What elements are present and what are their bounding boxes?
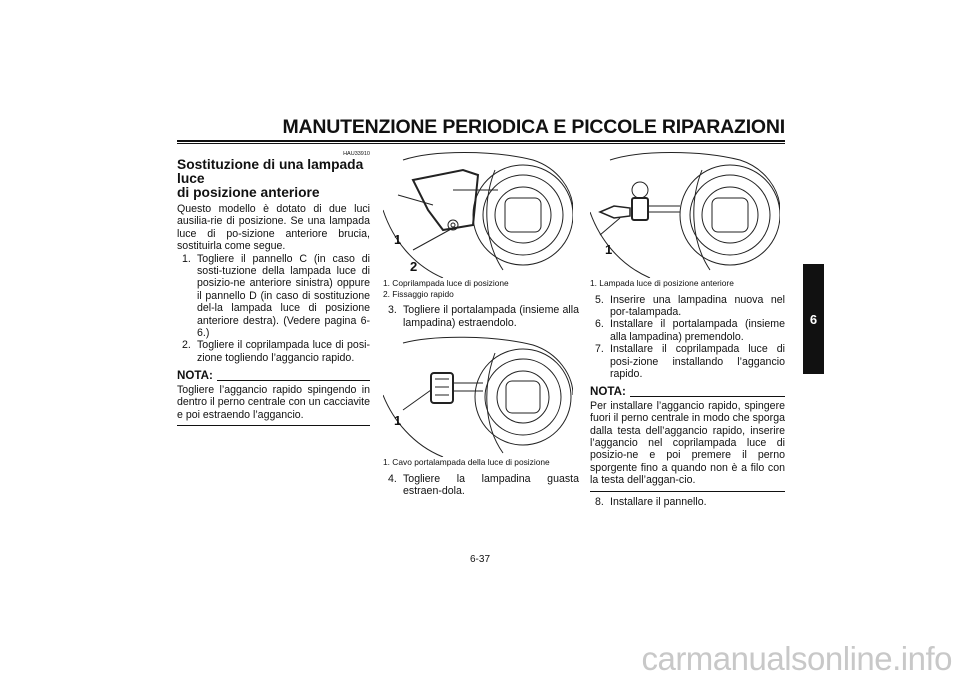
step-number: 3.: [388, 304, 397, 317]
column-1: [177, 150, 370, 426]
step-number: 5.: [595, 293, 604, 306]
step-text: Togliere il coprilampada luce di posi-zione togliendo l’aggancio rapido.: [197, 339, 370, 364]
figure1-callout-2: 2: [410, 259, 418, 274]
nota-label: NOTA:: [590, 385, 626, 399]
step-text: Togliere la lampadina guasta estraen-dola.: [403, 472, 579, 497]
nota-box: [590, 386, 785, 491]
section-title: [177, 158, 370, 200]
chapter-tab[interactable]: [803, 264, 824, 374]
step-number: 7.: [595, 343, 604, 356]
nota-header: [177, 370, 370, 382]
figure-lamp-cover: [383, 150, 573, 278]
nota-header: [590, 386, 785, 398]
nota-text: Per installare l’aggancio rapido, spingere fuori il perno centrale in modo che sporga dalla testa dell’aggancio rapido, inserire l’aggancio nel coprilampada luce di posizio-ne e poi premere il perno sporgente fino a quando non è a filo con la testa dell’aggan-cio.: [590, 399, 785, 487]
nota-text: Togliere l’aggancio rapido spingendo in dentro il perno centrale con un cacciavite e poi estraendo l’aggancio.: [177, 383, 370, 421]
nota-rule: [630, 395, 785, 397]
steps-list-3b: [590, 496, 785, 508]
step-item: [383, 304, 579, 329]
nota-rule: [217, 379, 370, 381]
step-number: 4.: [388, 472, 397, 485]
step-text: Installare il coprilampada luce di posi-zione installando l’aggancio rapido.: [610, 343, 785, 381]
step-text: Inserire una lampadina nuova nel por-talampada.: [610, 293, 785, 318]
step-text: Togliere il pannello C (in caso di sosti-tuzione della lampada luce di posizio-ne anteriore sinistra) oppure il pannello D (in caso di sostituzione del-la lampada luce di posizione anteriore destra). (Vedere pagina 6-6.): [197, 252, 370, 340]
step-number: 1.: [182, 252, 191, 265]
nota-end-rule: [177, 425, 370, 426]
step-item: [590, 318, 785, 343]
nota-box: [177, 370, 370, 426]
section-title-line1: Sostituzione di una lampada luce: [177, 157, 364, 186]
nota-end-rule: [590, 491, 785, 492]
lamp-socket-illustration: [383, 335, 573, 457]
watermark[interactable]: carmanualsonline.info: [641, 640, 952, 677]
step-item: [590, 294, 785, 319]
step-text: Installare il pannello.: [610, 495, 707, 508]
step-item: [177, 253, 370, 340]
step-number: 6.: [595, 318, 604, 331]
figure1-caption-2: 2. Fissaggio rapido: [383, 288, 454, 299]
page-number: 6-37: [469, 554, 490, 565]
nota-label: NOTA:: [177, 369, 213, 383]
figure-lamp-socket-cable: [383, 335, 573, 457]
figure1-callout-1: 1: [394, 232, 402, 247]
lamp-bulb-illustration: [590, 150, 780, 278]
step-item: [590, 343, 785, 380]
steps-list-1: [177, 253, 370, 365]
figure3-caption-1: 1. Lampada luce di posizione anteriore: [590, 278, 734, 288]
column-3: [590, 150, 785, 508]
figure2-caption-1: 1. Cavo portalampada della luce di posizione: [383, 457, 550, 467]
step-number: 2.: [182, 339, 191, 352]
header-rule-thin: [177, 143, 785, 144]
section-code: HAU33910: [343, 151, 370, 157]
step-text: Togliere il portalampada (insieme alla lampadina) estraendolo.: [403, 304, 579, 329]
step-item: [177, 339, 370, 364]
figure3-callout-1: 1: [605, 242, 613, 257]
figure-lamp-bulb: [590, 150, 780, 278]
steps-list-2b: [383, 473, 579, 498]
figure1-caption-1: 1. Coprilampada luce di posizione: [383, 278, 509, 288]
chapter-tab-label: 6: [809, 312, 818, 327]
intro-paragraph: Questo modello è dotato di due luci ausilia-rie di posizione. Se una lampada luce di po-sizione anteriore brucia, sostituirla come segue.: [177, 203, 370, 253]
figure2-callout-1: 1: [394, 413, 402, 428]
step-number: 8.: [595, 495, 604, 508]
header-rule: [177, 140, 785, 142]
column-2: [383, 150, 579, 497]
step-item: [383, 473, 579, 498]
steps-list-2a: [383, 304, 579, 329]
step-item: [590, 496, 785, 508]
step-text: Installare il portalampada (insieme alla lampadina) premendolo.: [610, 318, 785, 343]
page-header-title: MANUTENZIONE PERIODICA E PICCOLE RIPARAZIONI: [282, 116, 785, 138]
section-title-line2: di posizione anteriore: [177, 185, 320, 200]
steps-list-3: [590, 294, 785, 381]
